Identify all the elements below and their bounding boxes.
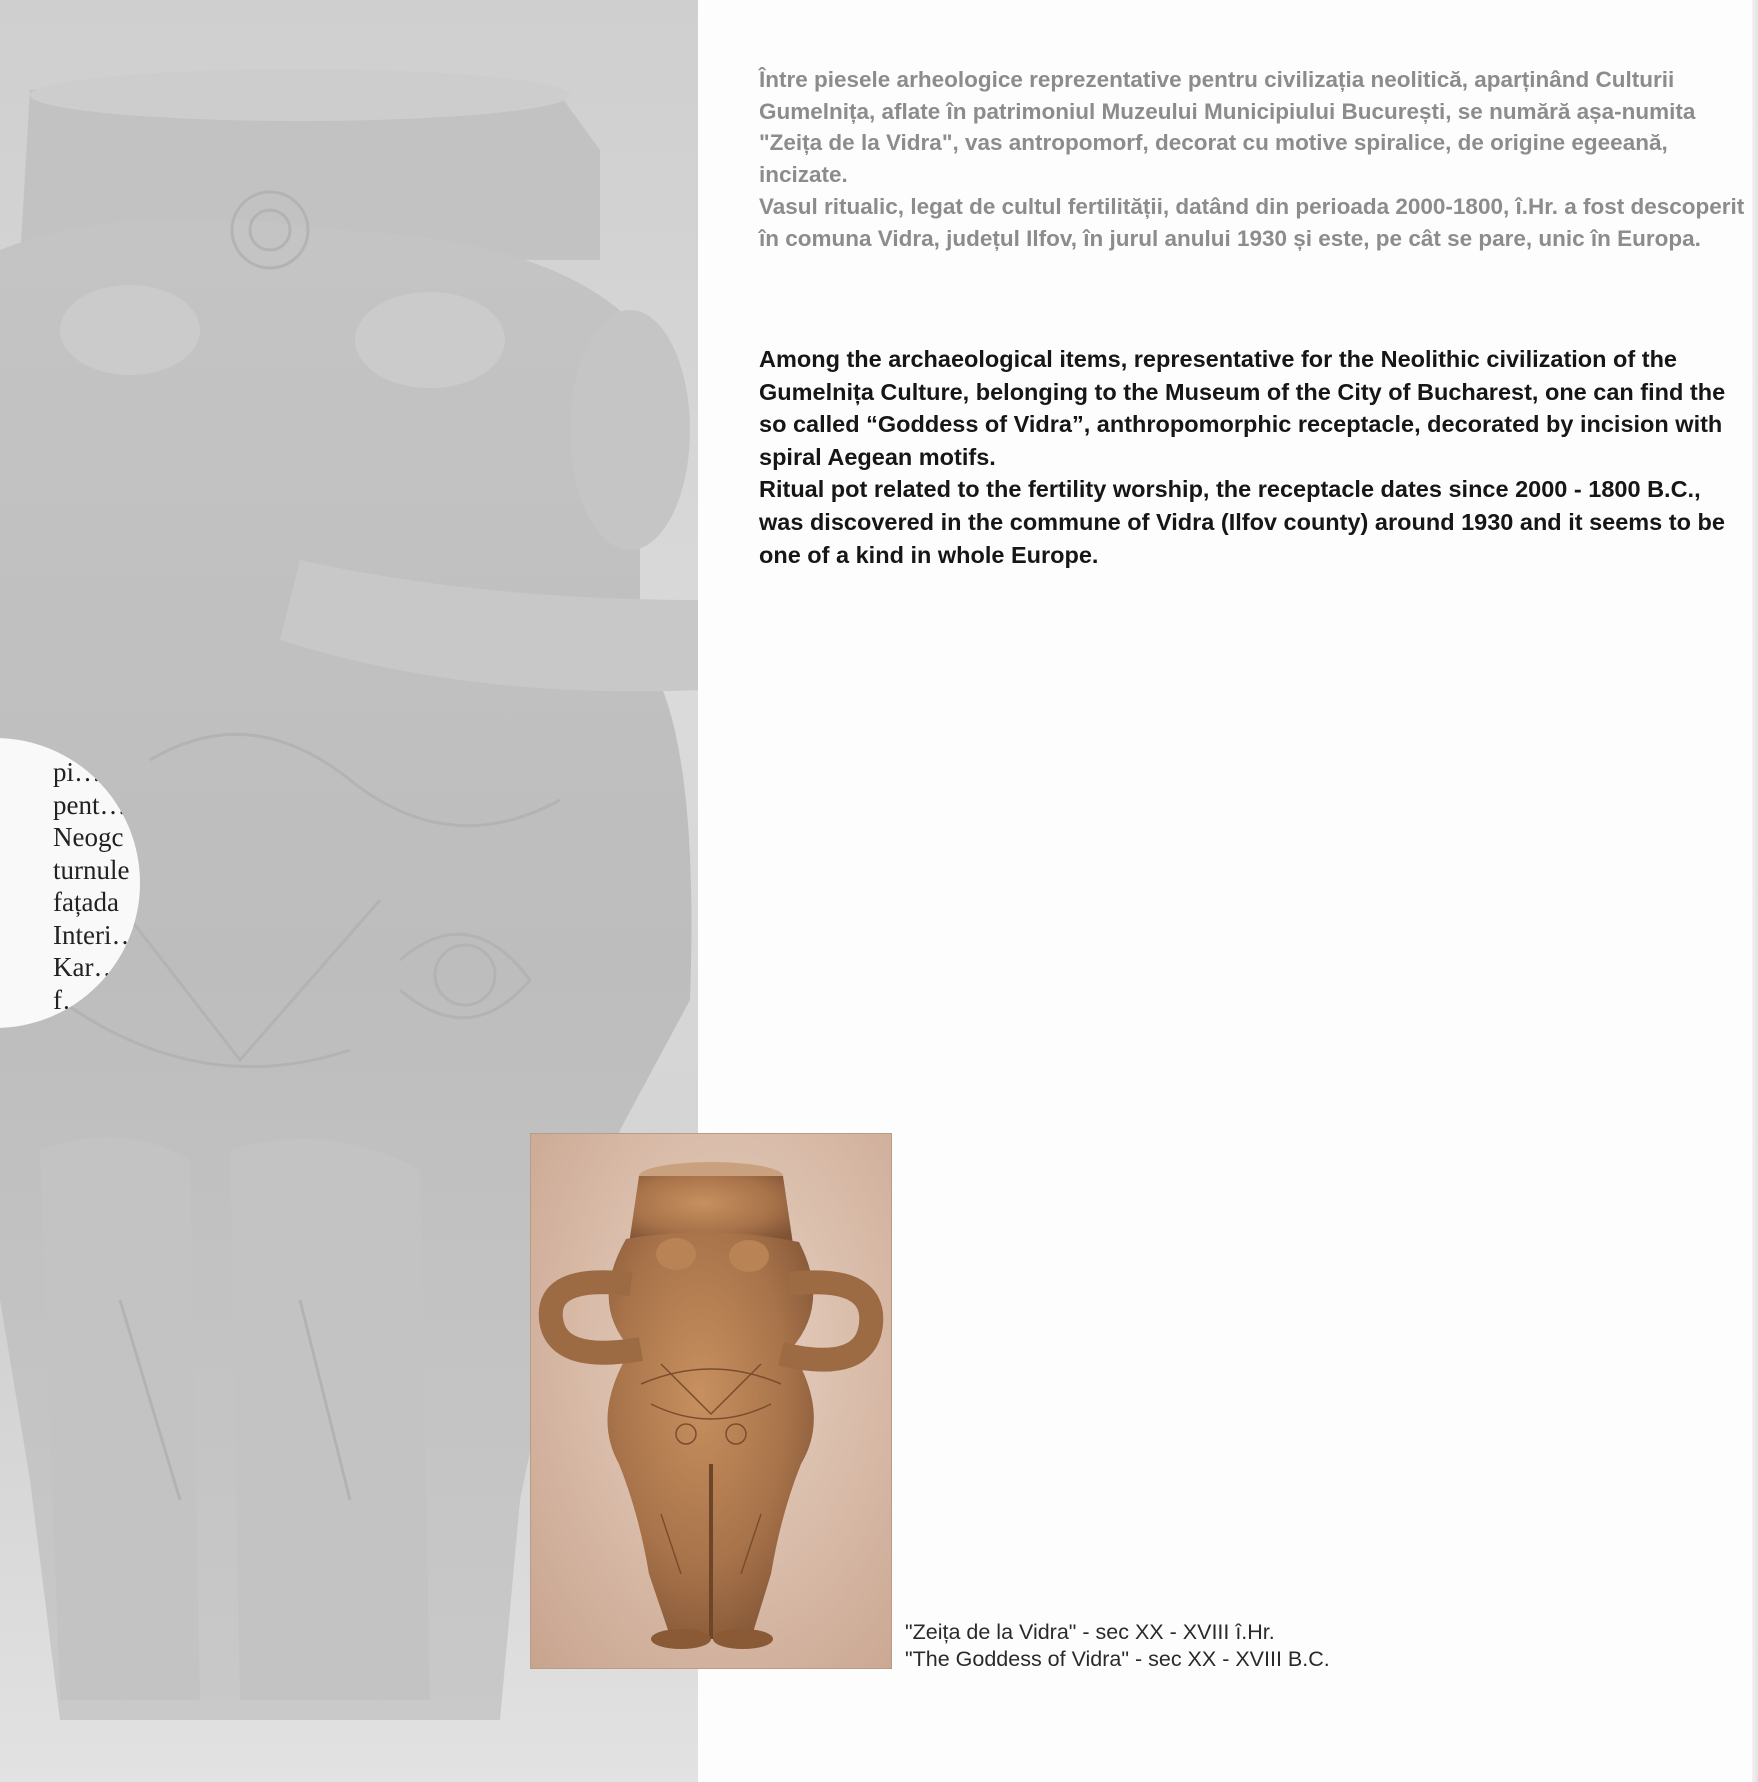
cutout-line: Interi… (53, 919, 139, 950)
english-paragraph-1: Among the archaeological items, representative for the Neolithic civilization of the Gumelnița Culture, belonging to the Museum of the City of Bucharest, one can find the so called “Goddess of Vidra”, anthropomorphic receptacle, decorated by incision with spiral Aegean motifs. (759, 346, 1726, 470)
cutout-line: pi… (53, 757, 102, 787)
cutout-line: Neogc (53, 822, 124, 852)
circular-cutout (0, 738, 140, 1028)
caption-romanian: "Zeița de la Vidra" - sec XX - XVIII î.Hr. (905, 1620, 1275, 1644)
english-paragraph-2: Ritual pot related to the fertility worship, the receptacle dates since 2000 - 1800 B.C., was discovered in the commune of Vidra (Ilfov county) around 1930 and it seems to be one of a kind in whole Europe. (759, 476, 1725, 568)
cutout-line: pent… (53, 789, 127, 820)
photo-caption (905, 1619, 1330, 1673)
english-description (759, 343, 1749, 571)
cutout-line: Kar… (53, 952, 121, 982)
cutout-line: fațada (53, 887, 119, 917)
romanian-paragraph-2: Vasul ritualic, legat de cultul fertilității, datând din perioada 2000-1800, î.Hr. a fost descoperit în comuna Vidra, județul Ilfov, în jurul anului 1930 și este, pe cât se pare, unic în Europa. (759, 193, 1745, 251)
goddess-of-vidra-photo (531, 1134, 891, 1668)
romanian-description (759, 64, 1749, 254)
cutout-text-fragment (53, 756, 138, 1016)
romanian-paragraph-1: Între piesele arheologice reprezentative pentru civilizația neolitică, aparținând Culturii Gumelnița, aflate în patrimoniul Muzeului Municipiului București, se numără așa-numita "Zeița de la Vidra", vas antropomorf, decorat cu motive spiralice, de origine egeeană, incizate. (759, 67, 1696, 188)
page-edge (1752, 0, 1758, 1782)
cutout-line: turnule (53, 854, 130, 885)
cutout-line: f… (53, 984, 89, 1015)
caption-english: "The Goddess of Vidra" - sec XX - XVIII B.C. (905, 1647, 1330, 1671)
figurine-illustration (531, 1134, 891, 1668)
